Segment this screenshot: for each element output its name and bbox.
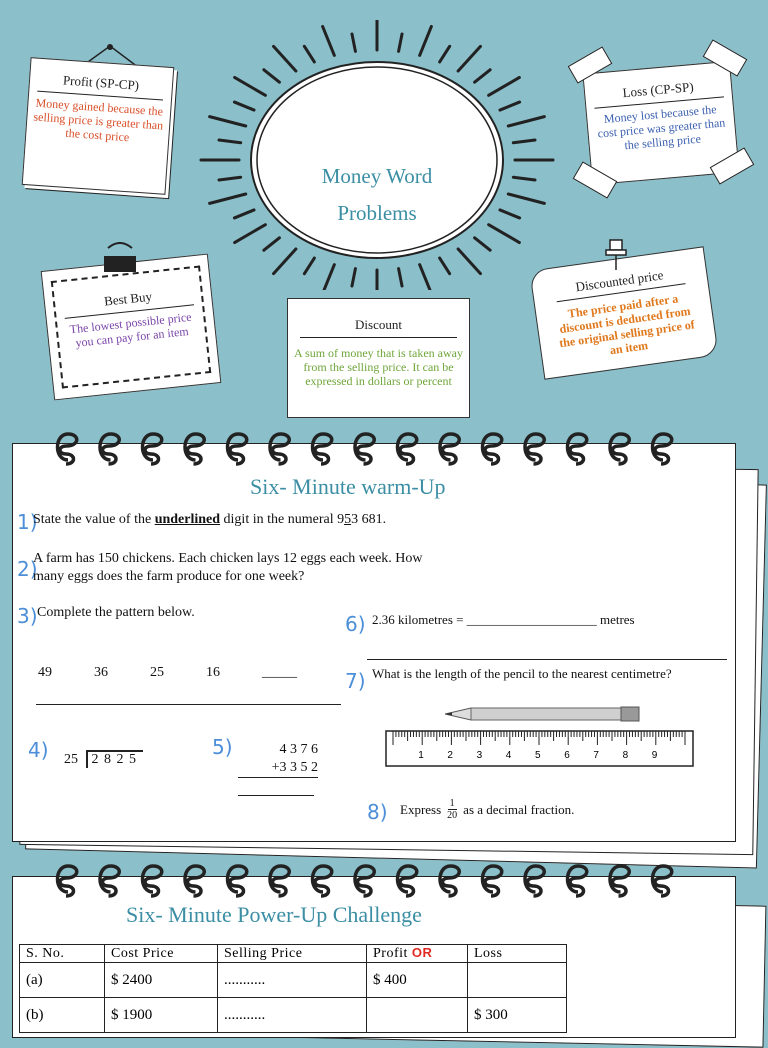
profit-loss-table [19,944,567,1033]
spiral-ring [143,866,162,896]
question-7: What is the length of the pencil to the nearest centimetre? [372,666,672,681]
powerup-heading: Six- Minute Power-Up Challenge [126,902,422,927]
column-header: S. No. [20,945,105,963]
sun-ray [458,46,480,71]
ruler-number: 7 [593,750,599,761]
spiral-ring [228,434,247,464]
sun-ray [500,210,520,218]
warmup-notebook [12,443,736,842]
spiral-ring [355,434,374,464]
sun-ray [420,265,432,290]
spiral-ring [143,434,162,464]
spiral-ring [610,434,629,464]
table-cell: ........... [218,998,367,1033]
notebook-spiral-rings [48,430,688,468]
long-division: 25 2 8 2 5 [64,750,143,768]
answer-line [238,795,314,796]
sun-ray [513,140,535,143]
spiral-ring [398,866,417,896]
sun-ray [458,249,480,274]
spiral-ring [228,866,247,896]
sun-ray [210,194,246,203]
sun-ray [508,194,544,203]
ruler-number: 8 [622,750,629,761]
ruler-number: 6 [564,750,570,761]
spiral-ring [185,866,204,896]
ruler-number: 3 [476,750,483,761]
discount-description: A sum of money that is taken away from the selling price. It can be expressed in dollars or percent [294,346,463,388]
question-number: 1) [17,510,38,534]
best-buy-description: The lowest possible price you can pay for an item [69,309,193,350]
ruler-number: 4 [505,750,512,761]
spiral-ring [100,866,119,896]
profit-card [22,57,175,195]
spiral-ring [58,866,77,896]
question-number: 3) [17,604,38,628]
number-pattern: 49 36 25 16 _____ [38,665,297,680]
sun-ray [304,46,314,62]
sun-ray [513,177,535,180]
profit-description: Money gained because the selling price is greater than the cost price [33,95,164,145]
question-number: 8) [367,800,388,824]
sun-ray [323,26,335,55]
sun-ray [352,269,355,286]
ruler-labels [385,750,695,764]
spiral-ring [568,866,587,896]
divider-line [36,704,341,705]
notebook-spiral-rings [48,862,688,900]
table-row [20,963,567,998]
spiral-ring [440,434,459,464]
sun-ray [420,26,432,55]
table-cell: $ 300 [468,998,567,1033]
spiral-ring [483,434,502,464]
or-label: OR [411,945,433,960]
spiral-ring [313,866,332,896]
sun-ray [235,225,266,243]
table-cell [468,963,567,998]
sun-ray [440,46,450,62]
sun-ray [440,258,450,274]
sun-ray [399,269,402,286]
spiral-ring [270,866,289,896]
discounted-price-heading: Discounted price [574,267,665,295]
profit-heading: Profit (SP-CP) [62,72,140,93]
divider-line [367,659,727,660]
sun-ray [264,238,280,250]
question-number: 5) [212,735,233,759]
spiral-ring [100,434,119,464]
question-3: Complete the pattern below. [37,605,195,620]
sun-ray [234,210,254,218]
sun-burst-frame [190,20,560,290]
discounted-price-description: The price paid after a discount is deducted from the original selling price of an item [558,291,696,358]
sun-ray [352,34,355,51]
loss-description: Money lost because the cost price was greater than the selling price [597,102,726,153]
sun-ray [323,265,335,290]
warmup-heading: Six- Minute warm-Up [250,474,446,499]
table-cell: (a) [20,963,105,998]
question-6: 2.36 kilometres = ____________________ metres [372,612,635,627]
table-cell: $ 1900 [105,998,218,1033]
spiral-ring [355,866,374,896]
ruler-number: 9 [651,750,658,761]
ruler-number: 1 [418,750,424,761]
sun-ray [219,140,241,143]
page-title: Money Word Problems [321,164,433,225]
spiral-ring [185,434,204,464]
question-number: 4) [28,738,49,762]
sun-ray [475,70,491,82]
sun-ray [234,102,254,110]
spiral-ring [270,434,289,464]
discount-heading: Discount [355,317,402,332]
spiral-ring [610,866,629,896]
spiral-ring [398,434,417,464]
question-number: 2) [17,557,38,581]
table-header-row [20,945,567,963]
sun-ray [489,77,520,95]
question-8: Express 1 20 as a decimal fraction. [400,798,575,821]
sun-ray [475,238,491,250]
sun-ray [235,77,266,95]
sun-ray [274,249,296,274]
table-cell: ........... [218,963,367,998]
binder-clip-icon [100,242,140,276]
question-number: 6) [345,612,366,636]
spiral-ring [483,866,502,896]
question-number: 7) [345,669,366,693]
sun-ray [399,34,402,51]
spiral-ring [313,434,332,464]
best-buy-heading: Best Buy [103,288,153,309]
spiral-ring [525,434,544,464]
ruler-number: 2 [447,750,453,761]
sun-ray [304,258,314,274]
sun-ray [274,46,296,71]
table-cell [367,998,468,1033]
table-cell: $ 2400 [105,963,218,998]
column-header: Profit OR [367,945,468,963]
sun-ray [500,102,520,110]
sun-ray [264,70,280,82]
column-header: Loss [468,945,567,963]
table-cell: $ 400 [367,963,468,998]
sun-ray [219,177,241,180]
spiral-ring [653,866,672,896]
pencil-icon [445,704,645,724]
spiral-ring [568,434,587,464]
table-cell: (b) [20,998,105,1033]
spiral-ring [58,434,77,464]
sun-ray [489,225,520,243]
column-addition: 4 3 7 6 +3 3 5 2 [238,741,318,778]
spiral-ring [525,866,544,896]
discount-card [287,298,470,418]
table-row [20,998,567,1033]
column-header: Selling Price [218,945,367,963]
sun-ray [210,117,246,126]
spiral-ring [440,866,459,896]
loss-heading: Loss (CP-SP) [621,79,695,101]
question-1: State the value of the underlined digit in the numeral 953 681. [33,512,387,527]
question-2: A farm has 150 chickens. Each chicken lays 12 eggs each week. How many eggs does the farm produce for one week? [33,551,423,584]
column-header: Cost Price [105,945,218,963]
ruler-number: 5 [535,750,541,761]
spiral-ring [653,434,672,464]
sun-ray [508,117,544,126]
pushpin-icon [603,238,629,272]
